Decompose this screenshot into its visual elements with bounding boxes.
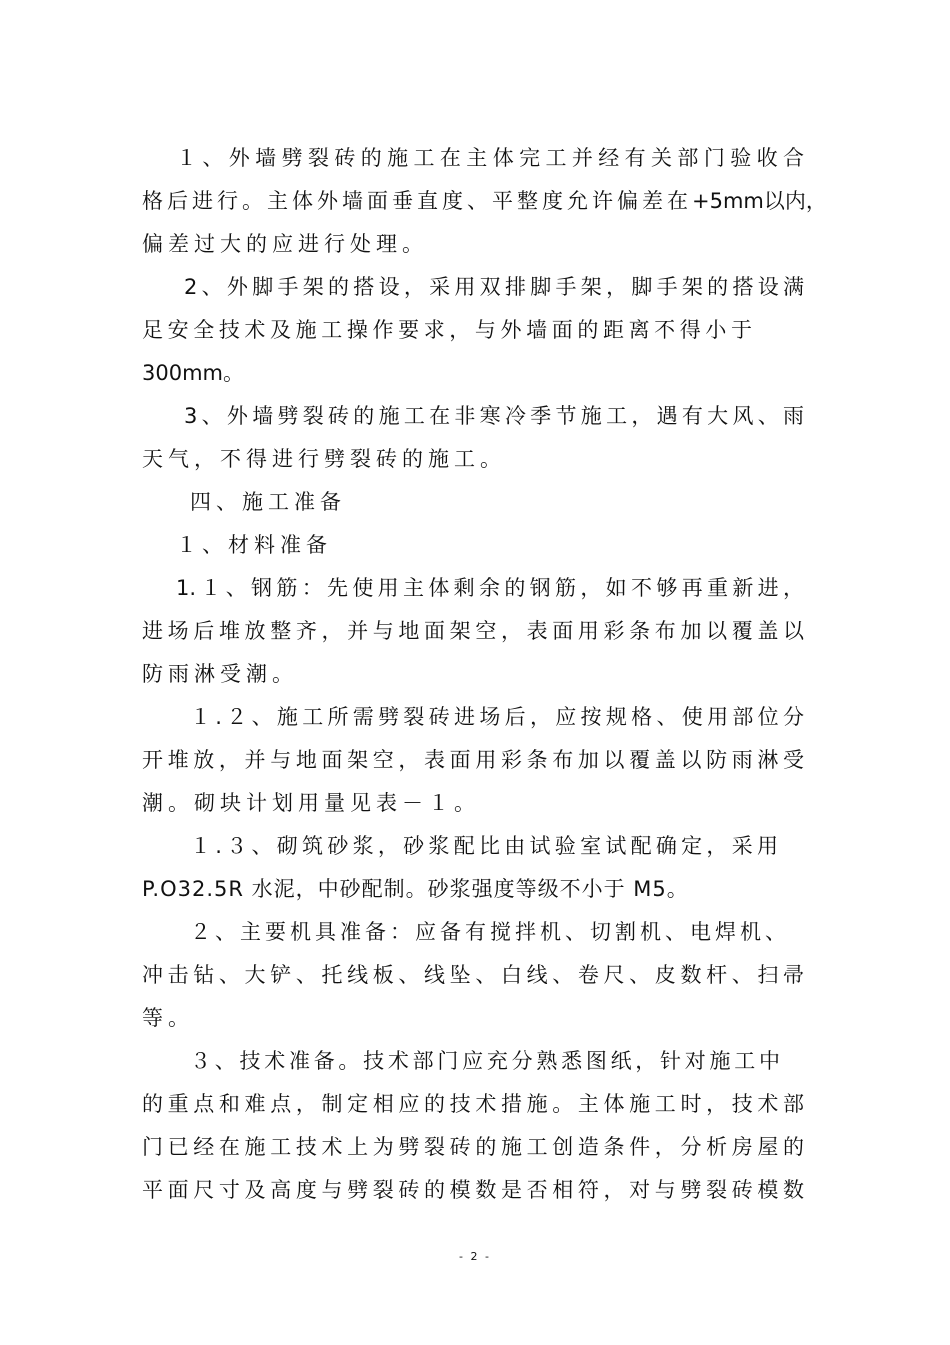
paragraph-line: 300mm。	[142, 361, 244, 385]
tolerance-value: +5mm以内，	[692, 189, 827, 213]
paragraph-line: 开堆放，并与地面架空，表面用彩条布加以覆盖以防雨淋受	[142, 748, 804, 772]
paragraph-line: 2、外脚手架的搭设，采用双排脚手架，脚手架的搭设满	[184, 275, 804, 299]
paragraph-line: 防雨淋受潮。	[142, 662, 298, 686]
paragraph-line: P.O32.5R 水泥，中砂配制。砂浆强度等级不小于 M5。	[142, 877, 689, 901]
paragraph-line-text: 格后进行。主体外墙面垂直度、平整度允许偏差在	[142, 189, 692, 213]
paragraph-line: 天气，不得进行劈裂砖的施工。	[142, 447, 506, 471]
section-heading: 四、施工准备	[190, 490, 346, 514]
paragraph-line: 等。	[142, 1006, 194, 1030]
paragraph-line: 进场后堆放整齐，并与地面架空，表面用彩条布加以覆盖以	[142, 619, 804, 643]
paragraph-line: １.２、施工所需劈裂砖进场后，应按规格、使用部位分	[190, 705, 804, 729]
paragraph-line: 潮。砌块计划用量见表－１。	[142, 791, 480, 815]
paragraph-line	[142, 186, 827, 216]
paragraph-line: 门已经在施工技术上为劈裂砖的施工创造条件，分析房屋的	[142, 1135, 804, 1159]
paragraph-line: 平面尺寸及高度与劈裂砖的模数是否相符，对与劈裂砖模数	[142, 1178, 804, 1202]
paragraph-line: 偏差过大的应进行处理。	[142, 232, 428, 256]
paragraph-line: 足安全技术及施工操作要求，与外墙面的距离不得小于	[142, 318, 752, 342]
paragraph-line: ２、主要机具准备：应备有搅拌机、切割机、电焊机、	[190, 920, 786, 944]
paragraph-line: ３、技术准备。技术部门应充分熟悉图纸，针对施工中	[190, 1049, 780, 1073]
paragraph-line: 3、外墙劈裂砖的施工在非寒冷季节施工，遇有大风、雨	[184, 404, 804, 428]
paragraph-line: 的重点和难点，制定相应的技术措施。主体施工时，技术部	[142, 1092, 804, 1116]
paragraph-line: 冲击钻、大铲、托线板、线坠、白线、卷尺、皮数杆、扫帚	[142, 963, 804, 987]
paragraph-line: １、外墙劈裂砖的施工在主体完工并经有关部门验收合	[176, 146, 804, 170]
paragraph-line: １.３、砌筑砂浆，砂浆配比由试验室试配确定，采用	[190, 834, 778, 858]
page-number: - 2 -	[459, 1250, 491, 1263]
paragraph-line: 1.１、钢筋：先使用主体剩余的钢筋，如不够再重新进，	[176, 576, 804, 600]
subsection-heading: １、材料准备	[176, 533, 332, 557]
